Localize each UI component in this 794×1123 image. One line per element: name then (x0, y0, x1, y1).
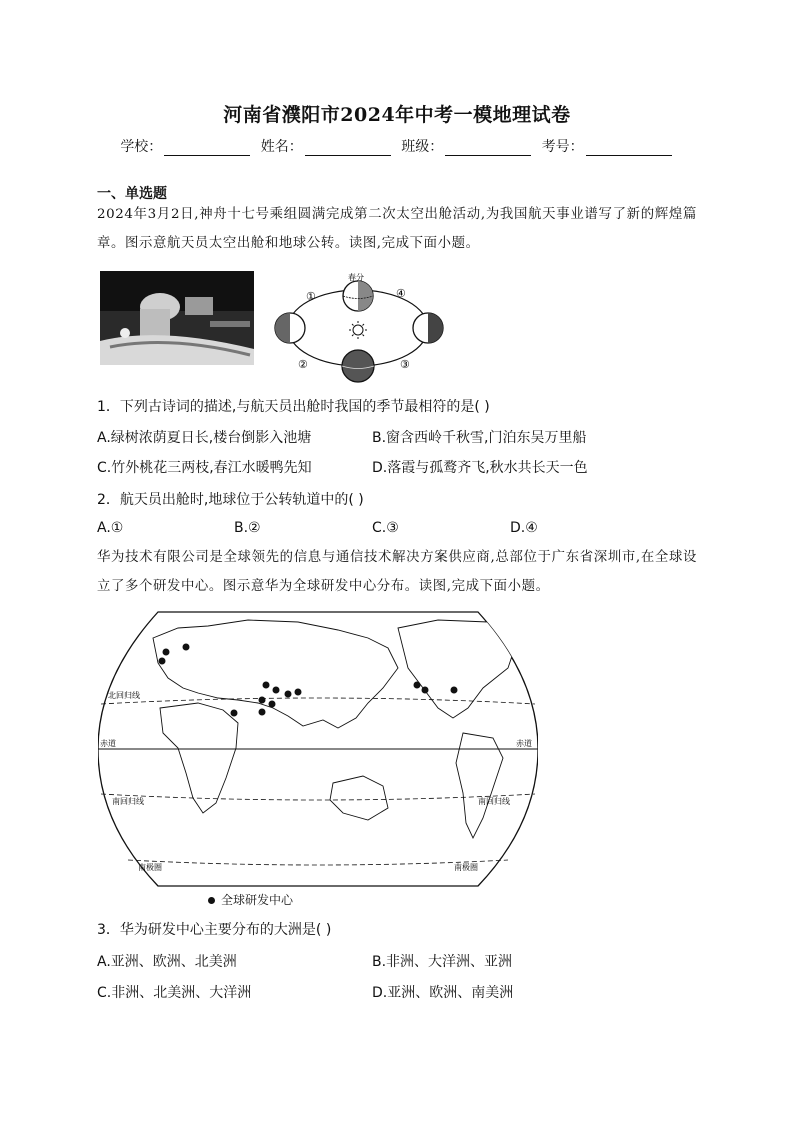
q3-option-d[interactable]: D.亚洲、欧洲、南美洲 (372, 985, 514, 1001)
q2-option-c[interactable]: C.③ (372, 520, 399, 536)
q2-option-d[interactable]: D.④ (510, 520, 538, 536)
orbit-diagram (268, 270, 450, 385)
q2-option-a[interactable]: A.① (97, 520, 124, 536)
orbit-pos-3: ③ (400, 358, 410, 371)
antarctic-label-left: 南极圈 (138, 863, 162, 872)
earth-spring (343, 281, 373, 311)
exam-title: 河南省濮阳市2024年中考一模地理试卷 (223, 104, 571, 126)
rd-center-dot (259, 697, 266, 704)
q2-stem: 2．航天员出舱时,地球位于公转轨道中的( ) (97, 492, 364, 508)
number-label: 考号： (541, 139, 584, 155)
rd-center-dot (285, 691, 292, 698)
south-tropic-label-right: 南回归线 (478, 797, 510, 806)
equator-label-left: 赤道 (100, 739, 116, 748)
orbit-pos-1: ① (306, 290, 316, 303)
rd-center-dot (269, 701, 276, 708)
rd-center-dot (422, 687, 429, 694)
earth-bottom (342, 350, 374, 382)
rd-center-dot (183, 644, 190, 651)
north-tropic-label: 北回归线 (108, 691, 140, 700)
map-legend (208, 891, 293, 908)
passage-1: 2024年3月2日,神舟十七号乘组圆满完成第二次太空出舱活动,为我国航天事业谱写了新的辉煌篇章。图示意航天员太空出舱和地球公转。读图,完成下面小题。 (97, 207, 697, 251)
spring-label: 春分 (348, 273, 364, 282)
section-heading: 一、单选题 (97, 186, 167, 202)
orbit-pos-2: ② (298, 358, 308, 371)
sun-icon (349, 321, 367, 339)
rd-center-dot (273, 687, 280, 694)
name-label: 姓名： (260, 139, 303, 155)
orbit-pos-4: ④ (396, 287, 406, 300)
south-tropic-label-left: 南回归线 (112, 797, 144, 806)
q1-stem: 1．下列古诗词的描述,与航天员出舱时我国的季节最相符的是( ) (97, 399, 490, 415)
rd-center-dot (414, 682, 421, 689)
q1-option-b[interactable]: B.窗含西岭千秋雪,门泊东吴万里船 (372, 430, 587, 446)
q1-option-a[interactable]: A.绿树浓荫夏日长,楼台倒影入池塘 (97, 430, 312, 446)
student-info-row (0, 136, 794, 156)
q3-option-a[interactable]: A.亚洲、欧洲、北美洲 (97, 954, 237, 970)
q2-option-b[interactable]: B.② (234, 520, 261, 536)
passage-2: 华为技术有限公司是全球领先的信息与通信技术解决方案供应商,总部位于广东省深圳市,在全球设立了多个研发中心。图示意华为全球研发中心分布。读图,完成下面小题。 (97, 550, 697, 594)
school-blank[interactable] (164, 141, 250, 156)
rd-center-dot (295, 689, 302, 696)
q3-option-b[interactable]: B.非洲、大洋洲、亚洲 (372, 954, 513, 970)
earth-left (275, 313, 305, 343)
astronaut-photo (100, 271, 254, 365)
rd-center-dot (263, 682, 270, 689)
class-label: 班级： (401, 139, 444, 155)
rd-center-dot (159, 658, 166, 665)
legend-label: 全球研发中心 (221, 893, 294, 907)
class-blank[interactable] (445, 141, 531, 156)
q3-option-c[interactable]: C.非洲、北美洲、大洋洲 (97, 985, 252, 1001)
rd-center-dot (231, 710, 238, 717)
equator-label-right: 赤道 (516, 739, 532, 748)
number-blank[interactable] (586, 141, 672, 156)
earth-right (413, 313, 443, 343)
legend-dot-icon (208, 897, 215, 904)
antarctic-label-right: 南极圈 (454, 863, 478, 872)
q1-option-d[interactable]: D.落霞与孤鹜齐飞,秋水共长天一色 (372, 460, 588, 476)
q3-stem: 3．华为研发中心主要分布的大洲是( ) (97, 922, 332, 938)
q1-option-c[interactable]: C.竹外桃花三两枝,春江水暖鸭先知 (97, 460, 312, 476)
name-blank[interactable] (305, 141, 391, 156)
world-map (98, 608, 538, 890)
rd-center-dot (259, 709, 266, 716)
school-label: 学校： (120, 139, 163, 155)
rd-center-dot (451, 687, 458, 694)
rd-center-dot (163, 649, 170, 656)
